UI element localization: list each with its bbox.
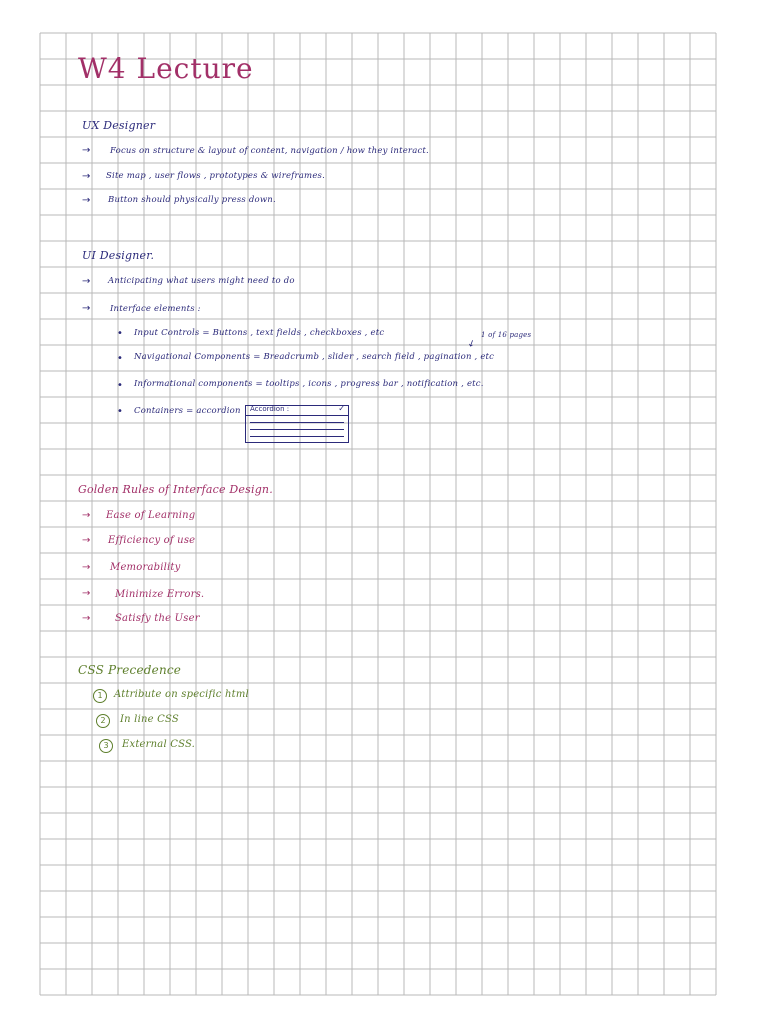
ui-item-2: Interface elements : — [110, 304, 201, 314]
accordion-sketch-line — [250, 429, 344, 430]
accordion-check-icon: ✓ — [338, 404, 345, 413]
arrow-icon: → — [82, 276, 91, 287]
arrow-icon: → — [82, 562, 91, 573]
ui-bullet-navigational: Navigational Components = Breadcrumb , slider , search field , pagination , etc — [134, 352, 495, 362]
golden-rule-5: Satisfy the User — [115, 613, 200, 624]
number-circle-icon: 2 — [96, 714, 110, 728]
golden-rule-1: Ease of Learning — [106, 510, 196, 521]
css-heading: CSS Precedence — [78, 663, 182, 677]
css-item-1: Attribute on specific html — [114, 689, 249, 700]
accordion-sketch-line — [250, 422, 344, 423]
arrow-icon: → — [82, 613, 91, 624]
css-item-2: In line CSS — [120, 714, 179, 725]
arrow-icon: → — [82, 510, 91, 521]
number-circle-icon: 1 — [93, 689, 107, 703]
accordion-sketch-line — [250, 436, 344, 437]
pagination-annotation: 1 of 16 pages — [481, 331, 532, 339]
bullet-dot-icon: • — [117, 406, 123, 417]
ux-item-1: Focus on structure & layout of content, navigation / how they interact. — [110, 146, 429, 156]
golden-rule-3: Memorability — [110, 562, 181, 573]
accordion-sketch-label: Accordion : — [250, 405, 290, 413]
accordion-sketch-header — [246, 406, 348, 416]
bullet-dot-icon: • — [117, 328, 123, 339]
ux-item-3: Button should physically press down. — [108, 195, 276, 205]
golden-rule-4: Minimize Errors. — [115, 589, 205, 600]
ui-item-1: Anticipating what users might need to do — [108, 276, 295, 286]
ux-heading: UX Designer — [82, 119, 156, 132]
number-circle-icon: 3 — [99, 739, 113, 753]
accordion-sketch — [245, 405, 349, 443]
golden-rules-heading: Golden Rules of Interface Design. — [78, 483, 273, 496]
ux-item-2: Site map , user flows , prototypes & wireframes. — [106, 171, 326, 181]
arrow-icon: → — [82, 145, 91, 156]
arrow-icon: → — [82, 171, 91, 182]
css-item-3: External CSS. — [122, 739, 196, 750]
ui-bullet-input-controls: Input Controls = Buttons , text fields , checkboxes , etc — [134, 328, 385, 338]
bullet-dot-icon: • — [117, 380, 123, 391]
ui-heading: UI Designer. — [82, 249, 155, 262]
ui-bullet-informational: Informational components = tooltips , icons , progress bar , notification , etc. — [134, 379, 484, 389]
bullet-dot-icon: • — [117, 353, 123, 364]
arrow-icon: → — [82, 195, 91, 206]
arrow-icon: → — [82, 303, 91, 314]
annotation-arrow-icon: → — [464, 337, 477, 349]
arrow-icon: → — [82, 588, 91, 599]
arrow-icon: → — [82, 535, 91, 546]
ui-bullet-containers: Containers = accordion — [134, 406, 241, 416]
golden-rule-2: Efficiency of use — [108, 535, 196, 546]
page-title: W4 Lecture — [78, 52, 254, 85]
